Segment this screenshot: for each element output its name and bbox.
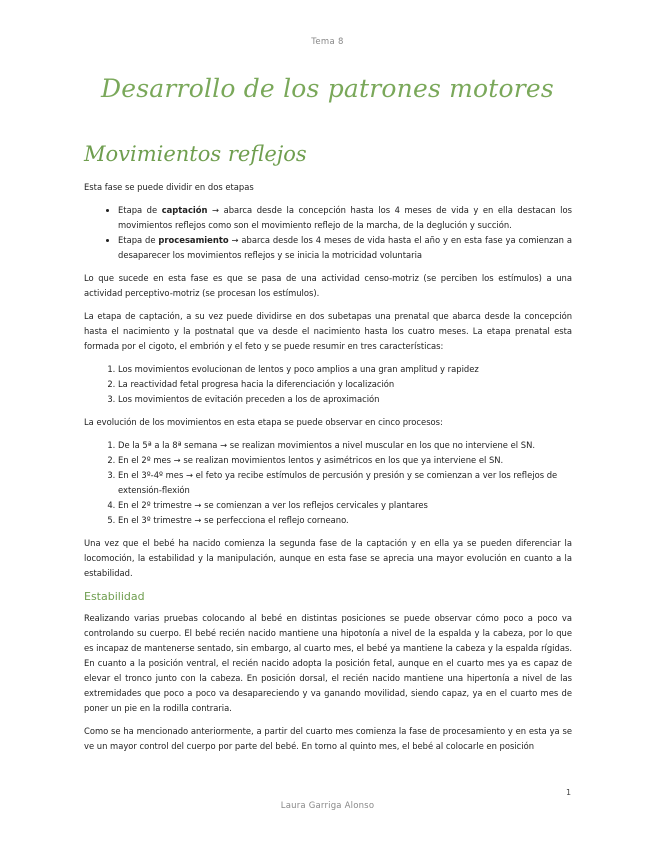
stage-prefix: Etapa de: [118, 205, 162, 215]
list-item: 2. En el 2º mes → se realizan movimientos lentos y asimétricos en los que ya interviene el SN.: [118, 453, 572, 468]
page-number: 1: [566, 788, 572, 797]
stage-prefix: Etapa de: [118, 235, 159, 245]
stage-term: procesamiento: [158, 235, 229, 245]
stages-list: [84, 203, 572, 263]
paragraph: Realizando varias pruebas colocando al bebé en distintas posiciones se puede observar cómo poco a poco va controlando su cuerpo. El bebé recién nacido mantiene una hipotonía a nivel de la espalda y la cabeza, por lo que es incapaz de mantenerse sentado, sin embargo, al cuarto mes, el bebé ya mantiene la cabeza y la espalda rígidas. En cuanto a la posición ventral, el recién nacido adopta la posición fetal, aunque en el cuarto mes ya es capaz de elevar el tronco junto con la cabeza. En posición dorsal, el recién nacido mantiene una hipertonía a nivel de las extremidades que poco a poco va desapareciendo y va ganando movilidad, siendo capaz, ya en el cuarto mes de poner un pie en la rodilla contraria.: [84, 613, 572, 713]
page-footer: Laura Garriga Alonso: [280, 801, 375, 811]
list-item: 5. En el 3º trimestre → se perfecciona el reflejo corneano.: [118, 513, 572, 528]
subsection-title: Estabilidad: [84, 590, 145, 603]
list-item: 2. La reactividad fetal progresa hacia la diferenciación y localización: [118, 377, 572, 392]
document-body: [84, 180, 572, 762]
list-item: 1. De la 5ª a la 8ª semana → se realizan movimientos a nivel muscular en los que no interviene el SN.: [118, 438, 572, 453]
stage-term: captación: [161, 205, 208, 215]
list-item: 1. Los movimientos evolucionan de lentos y poco amplios a una gran amplitud y rapidez: [118, 362, 572, 377]
stage-text: → abarca desde los 4 meses de vida hasta el año y en esta fase ya comienzan a desaparecer los movimientos reflejos y se inicia la motricidad voluntaria: [118, 235, 572, 260]
paragraph: Como se ha mencionado anteriormente, a partir del cuarto mes comienza la fase de procesamiento y en esta ya se ve un mayor control del cuerpo por parte del bebé. En torno al quinto mes, el bebé al colocarle en posición: [84, 726, 572, 751]
processes-list: [84, 438, 572, 528]
paragraph: La evolución de los movimientos en esta etapa se puede observar en cinco procesos:: [84, 417, 443, 427]
page-header: Tema 8: [311, 37, 344, 47]
section-title: Movimientos reflejos: [84, 142, 307, 166]
list-item: 3. En el 3º-4º mes → el feto ya recibe estímulos de percusión y presión y se comienzan a ver los reflejos de extensión-flexión: [118, 468, 572, 498]
list-item: [118, 233, 572, 263]
stage-text: → abarca desde la concepción hasta los 4 meses de vida y en ella destacan los movimientos reflejos como son el movimiento reflejo de la marcha, de la deglución y succión.: [118, 205, 572, 230]
list-item: [118, 203, 572, 233]
list-item: 3. Los movimientos de evitación preceden a los de aproximación: [118, 392, 572, 407]
list-item: 4. En el 2º trimestre → se comienzan a ver los reflejos cervicales y plantares: [118, 498, 572, 513]
document-title: Desarrollo de los patrones motores: [101, 74, 554, 103]
paragraph: Lo que sucede en esta fase es que se pasa de una actividad censo-motriz (se perciben los estímulos) a una actividad perceptivo-motriz (se procesan los estímulos).: [84, 273, 572, 298]
prenatal-traits-list: [84, 362, 572, 407]
paragraph: Una vez que el bebé ha nacido comienza la segunda fase de la captación y en ella ya se pueden diferenciar la locomoción, la estabilidad y la manipulación, aunque en esta fase se aprecia una mayor evolución en cuanto a la estabilidad.: [84, 538, 572, 578]
paragraph: La etapa de captación, a su vez puede dividirse en dos subetapas una prenatal que abarca desde la concepción hasta el nacimiento y la postnatal que va desde el nacimiento hasta los cuatro meses. La etapa prenatal esta formada por el cigoto, el embrión y el feto y se puede resumir en tres características:: [84, 311, 572, 351]
intro-paragraph: Esta fase se puede dividir en dos etapas: [84, 182, 254, 192]
